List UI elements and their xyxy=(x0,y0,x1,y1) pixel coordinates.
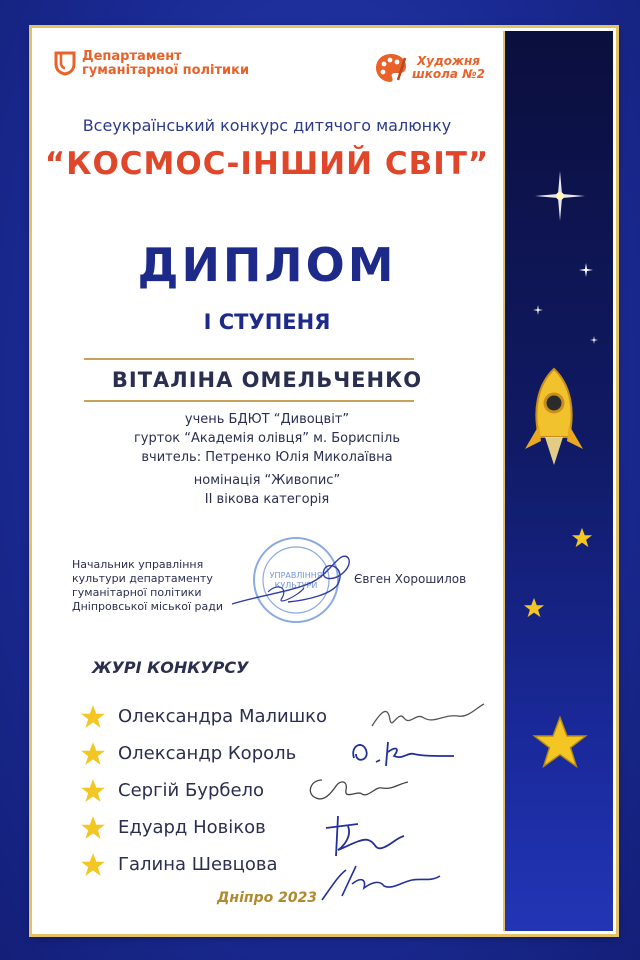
department-name-line1: Департамент xyxy=(82,49,182,64)
sparkle-star-icon xyxy=(590,336,598,344)
school-logo xyxy=(374,52,485,84)
divider-bottom xyxy=(84,400,414,402)
jury-signature xyxy=(318,810,408,860)
gold-star-icon xyxy=(80,815,106,841)
jury-list xyxy=(80,698,327,883)
official-name: Євген Хорошилов xyxy=(354,572,467,586)
winner-nomination: номінація “Живопис” xyxy=(193,473,341,488)
winner-school: учень БДЮТ “Дивоцвіт” xyxy=(184,412,350,427)
winner-teacher: вчитель: Петренко Юлія Миколаївна xyxy=(141,450,393,465)
official-signature xyxy=(228,548,358,612)
gold-star-icon xyxy=(80,704,106,730)
jury-title: ЖУРІ КОНКУРСУ xyxy=(92,658,249,677)
official-position-line1: Начальник управління xyxy=(72,558,204,571)
jury-signature xyxy=(368,700,488,734)
department-logo-icon xyxy=(54,50,76,76)
sparkle-star-icon xyxy=(533,305,543,315)
space-panel xyxy=(503,31,613,931)
contest-title: “КОСМОС-ІНШИЙ СВІТ” xyxy=(44,146,490,182)
stamp-text-line2: КУЛЬТУРИ xyxy=(274,581,318,590)
list-item xyxy=(80,698,327,735)
official-position xyxy=(72,558,223,614)
sparkle-star-icon xyxy=(579,263,593,277)
gold-star-icon xyxy=(523,597,545,619)
gold-star-icon xyxy=(80,852,106,878)
department-logo xyxy=(54,50,249,78)
department-name-line2: гуманітарної політики xyxy=(82,63,250,78)
footer-city-year: Дніпро 2023 xyxy=(216,890,318,906)
official-position-line2: культури департаменту xyxy=(72,572,213,585)
jury-member-name: Сергій Бурбело xyxy=(118,780,265,801)
school-name-line1: Художня xyxy=(417,54,480,68)
gold-star-icon xyxy=(80,741,106,767)
list-item xyxy=(80,772,327,809)
diploma-sheet xyxy=(32,28,616,934)
contest-subtitle: Всеукраїнський конкурс дитячого малюнку xyxy=(82,116,452,135)
official-position-line4: Дніпровської міської ради xyxy=(72,600,223,613)
jury-member-name: Олександра Малишко xyxy=(118,706,328,727)
jury-member-name: Галина Шевцова xyxy=(118,854,278,875)
winner-age-category: ІІ вікова категорія xyxy=(204,492,330,507)
diploma-title: ДИПЛОМ xyxy=(137,238,397,292)
gold-star-icon xyxy=(571,527,593,549)
jury-signature xyxy=(302,772,412,812)
rocket-icon xyxy=(521,365,587,475)
list-item xyxy=(80,809,327,846)
palette-icon xyxy=(374,52,408,84)
jury-member-name: Едуард Новіков xyxy=(118,817,266,838)
list-item xyxy=(80,846,327,883)
stamp-text-line1: УПРАВЛІННЯ xyxy=(269,571,323,580)
divider-top xyxy=(84,358,414,360)
gold-star-icon xyxy=(531,715,589,771)
winner-name: ВІТАЛІНА ОМЕЛЬЧЕНКО xyxy=(111,368,423,392)
official-position-line3: гуманітарної політики xyxy=(72,586,202,599)
gold-star-icon xyxy=(80,778,106,804)
school-name-line2: школа №2 xyxy=(412,67,485,81)
sparkle-star-icon xyxy=(535,171,585,221)
winner-details xyxy=(32,410,502,509)
jury-member-name: Олександр Король xyxy=(118,743,297,764)
winner-club: гурток “Академія олівця” м. Бориспіль xyxy=(133,431,401,446)
diploma-degree: І СТУПЕНЯ xyxy=(203,310,331,334)
list-item xyxy=(80,735,327,772)
jury-signature xyxy=(348,734,458,770)
